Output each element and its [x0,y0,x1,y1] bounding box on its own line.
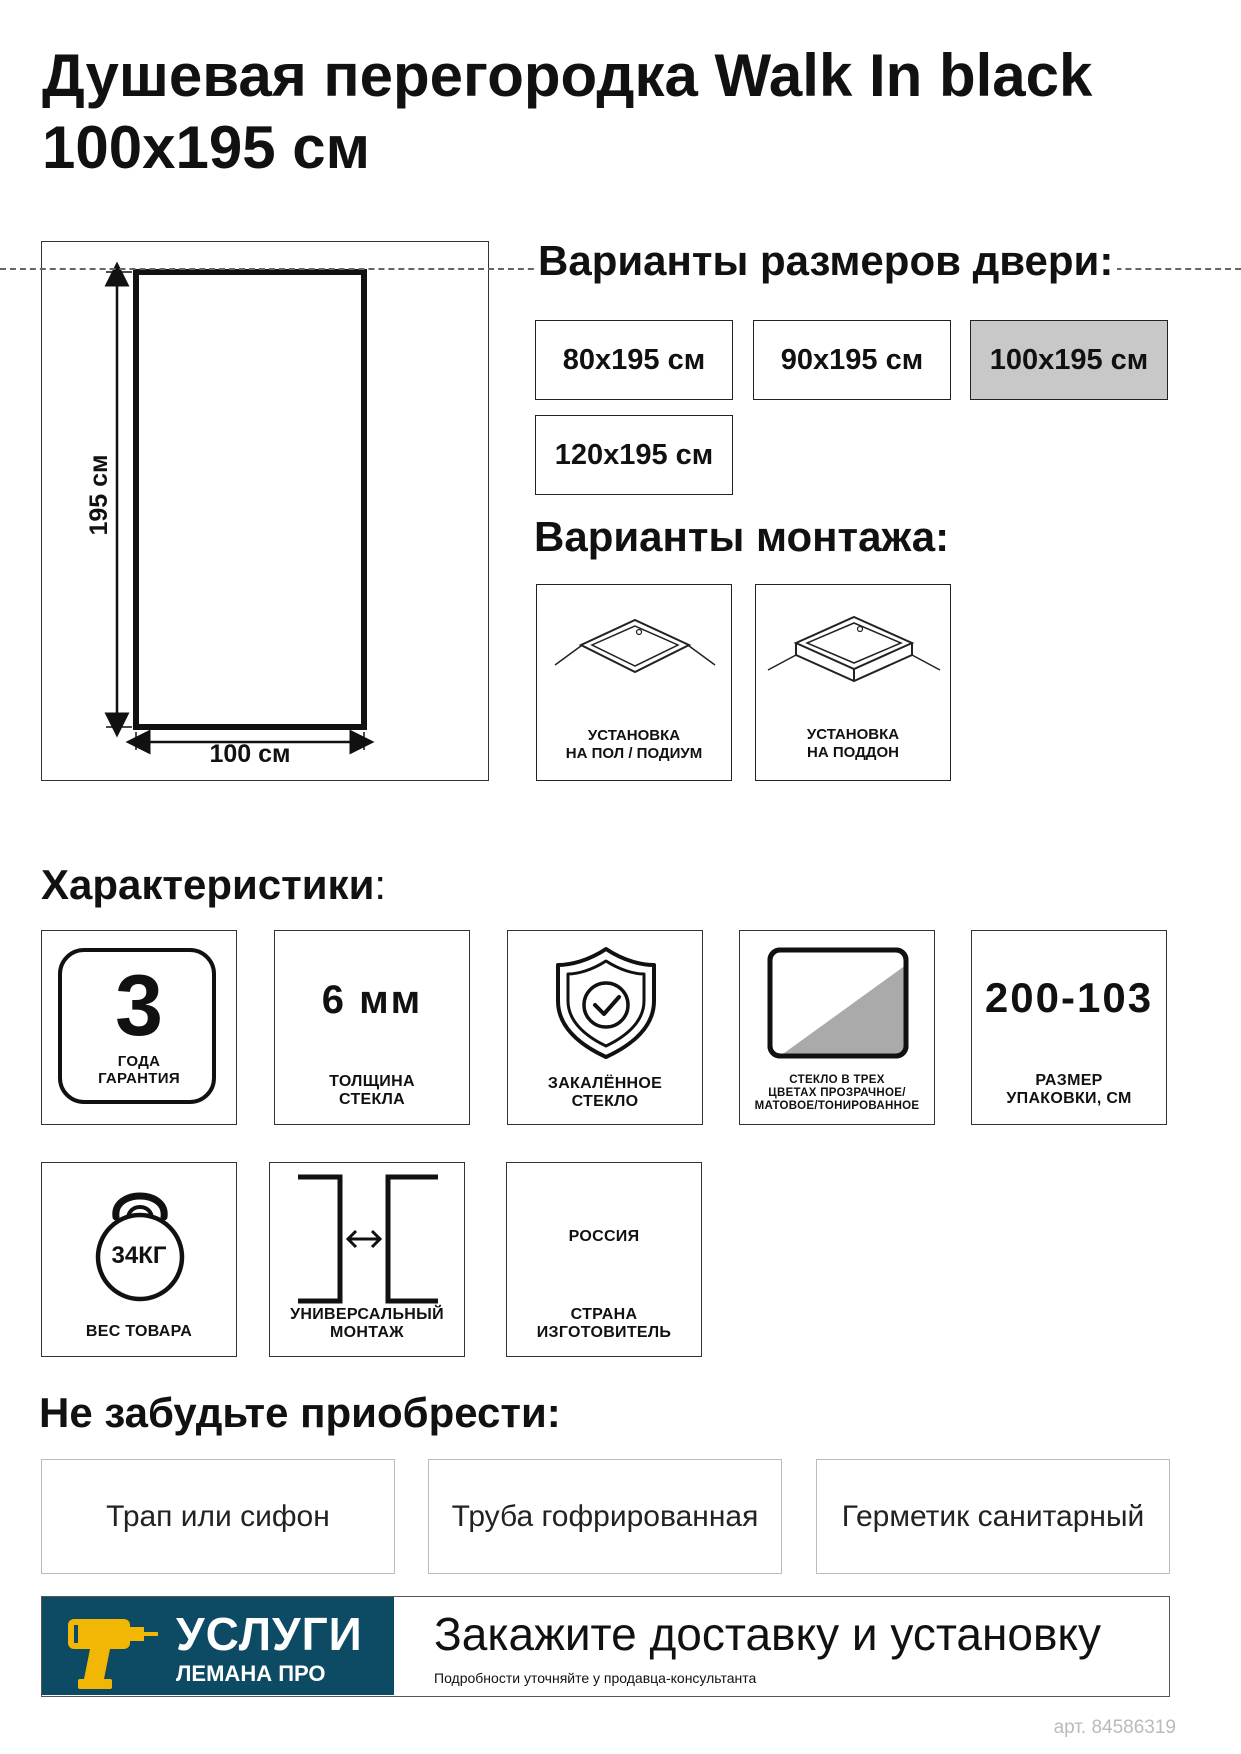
width-dimension-label: 100 см [209,740,291,768]
services-note: Подробности уточняйте у продавца-консультанта [434,1670,757,1686]
mount-floor-line-2: НА ПОЛ / ПОДИУМ [565,745,703,762]
universal-line-1: УНИВЕРСАЛЬНЫЙ [290,1306,444,1323]
page-title [42,40,1202,184]
size-option-120x195[interactable]: 120x195 см [535,415,733,495]
services-cta: Закажите доставку и установку [434,1608,1102,1660]
feature-warranty [41,930,237,1125]
glass-pane-icon [740,943,936,1063]
title-line-2: 100x195 см [42,114,371,181]
door-sizes-heading: Варианты размеров двери: [534,236,1117,286]
glass-colors-line-2: ЦВЕТАХ ПРОЗРАЧНОЕ/ [768,1087,906,1099]
feature-package-size [971,930,1167,1125]
warranty-value: 3 [115,958,163,1054]
glass-colors-line-3: МАТОВОЕ/ТОНИРОВАННОЕ [754,1100,920,1112]
mount-tray-line-2: НА ПОДДОН [807,744,899,761]
country-line-2: ИЗГОТОВИТЕЛЬ [536,1324,672,1341]
country-line-1: СТРАНА [570,1306,638,1323]
accessories-heading: Не забудьте приобрести: [39,1389,561,1436]
size-option-80x195[interactable]: 80x195 см [535,320,733,400]
package-value: 200-103 [984,974,1154,1021]
title-line-1: Душевая перегородка Walk In black [42,42,1093,109]
warranty-line-2: ГАРАНТИЯ [98,1070,180,1087]
dimension-diagram [41,241,489,781]
services-brand-block [42,1597,394,1695]
drill-icon [60,1603,160,1693]
thickness-line-1: ТОЛЩИНА [329,1073,415,1090]
weight-value: 34КГ [111,1242,167,1269]
feature-tempered-glass [507,930,703,1125]
universal-line-2: МОНТАЖ [330,1324,404,1341]
feature-country [506,1162,702,1357]
size-option-100x195-selected[interactable]: 100x195 см [970,320,1168,400]
feature-weight [41,1162,237,1357]
feature-universal-mount [269,1162,465,1357]
mount-tray-line-1: УСТАНОВКА [806,726,900,743]
mount-floor-line-1: УСТАНОВКА [587,727,681,744]
accessory-corrugated-pipe[interactable]: Труба гофрированная [428,1459,782,1574]
mount-option-tray[interactable] [755,584,951,781]
glass-colors-line-1: СТЕКЛО В ТРЕХ [789,1074,885,1086]
characteristics-heading-colon: : [374,861,387,908]
size-option-90x195[interactable]: 90x195 см [753,320,951,400]
characteristics-heading-text: Характеристики [41,861,375,908]
accessory-sealant[interactable]: Герметик санитарный [816,1459,1170,1574]
kettlebell-icon [42,1173,238,1303]
services-subtitle: ЛЕМАНА ПРО [176,1661,326,1686]
article-number: арт. 84586319 [1053,1717,1176,1738]
tempered-line-2: СТЕКЛО [571,1093,639,1110]
package-line-1: РАЗМЕР [1035,1072,1103,1089]
feature-glass-colors [739,930,935,1125]
accessory-drain[interactable]: Трап или сифон [41,1459,395,1574]
package-line-2: УПАКОВКИ, СМ [1006,1090,1132,1107]
services-banner[interactable] [41,1596,1170,1697]
country-value: РОССИЯ [568,1228,640,1245]
mounting-heading: Варианты монтажа: [534,513,950,560]
weight-line-1: ВЕС ТОВАРА [85,1323,193,1340]
services-title: УСЛУГИ [176,1608,363,1660]
universal-mount-icon [270,1173,466,1313]
tempered-line-1: ЗАКАЛЁННОЕ [547,1075,663,1092]
characteristics-heading [41,860,386,910]
thickness-value: 6 мм [321,978,423,1022]
height-dimension-label: 195 см [85,454,113,536]
floor-tray-icon [537,595,733,705]
shield-check-icon [508,943,704,1063]
feature-glass-thickness [274,930,470,1125]
thickness-line-2: СТЕКЛА [339,1091,405,1108]
shower-tray-icon [756,595,952,715]
mount-option-floor[interactable] [536,584,732,781]
warranty-line-1: ГОДА [117,1053,161,1070]
